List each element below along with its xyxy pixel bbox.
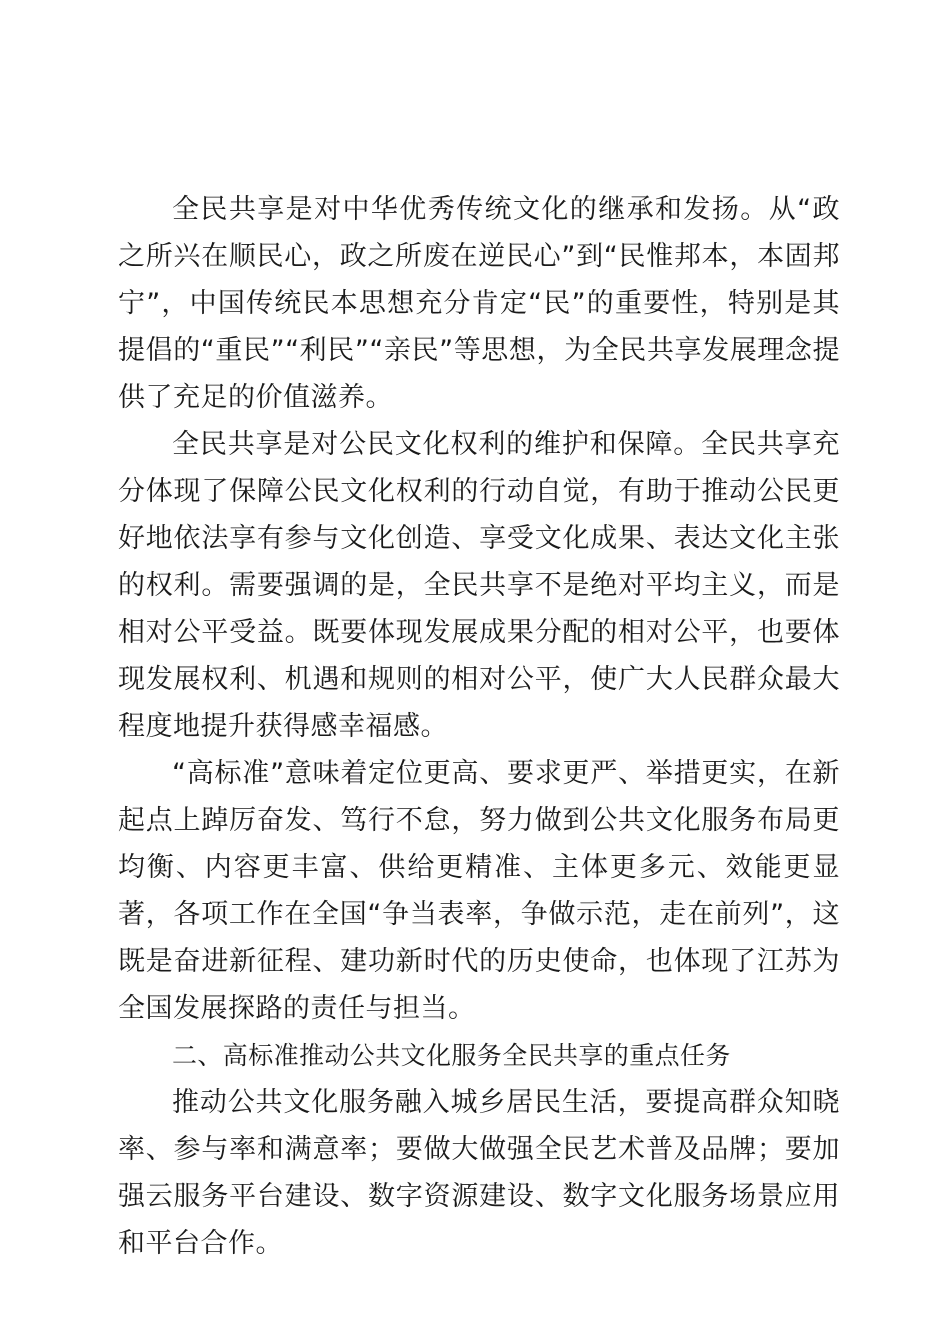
section-heading: 二、高标准推动公共文化服务全民共享的重点任务	[172, 1041, 731, 1070]
paragraph-2: 全民共享是对公民文化权利的维护和保障。全民共享充分体现了保障公民文化权利的行动自觉，有助于推动公民更好地依法享有参与文化创造、享受文化成果、表达文化主张的权利。需要强调的是，全民共享不是绝对平均主义，而是相对公平受益。既要体现发展成果分配的相对公平，也要体现发展权利、机遇和规则的相对公平，使广大人民群众最大程度地提升获得感幸福感。	[118, 429, 840, 742]
paragraph-4: 推动公共文化服务融入城乡居民生活，要提高群众知晓率、参与率和满意率；要做大做强全民艺术普及品牌；要加强云服务平台建设、数字资源建设、数字文化服务场景应用和平台合作。	[118, 1087, 840, 1259]
document-body	[118, 186, 840, 1267]
paragraph-3: “高标准”意味着定位更高、要求更严、举措更实，在新起点上踔厉奋发、笃行不怠，努力做到公共文化服务布局更均衡、内容更丰富、供给更精准、主体更多元、效能更显著，各项工作在全国“争当表率，争做示范，走在前列”，这既是奋进新征程、建功新时代的历史使命，也体现了江苏为全国发展探路的责任与担当。	[118, 758, 840, 1024]
paragraph-1: 全民共享是对中华优秀传统文化的继承和发扬。从“政之所兴在顺民心，政之所废在逆民心”到“民惟邦本，本固邦宁”，中国传统民本思想充分肯定“民”的重要性，特别是其提倡的“重民”“利民”“亲民”等思想，为全民共享发展理念提供了充足的价值滋养。	[118, 194, 840, 413]
